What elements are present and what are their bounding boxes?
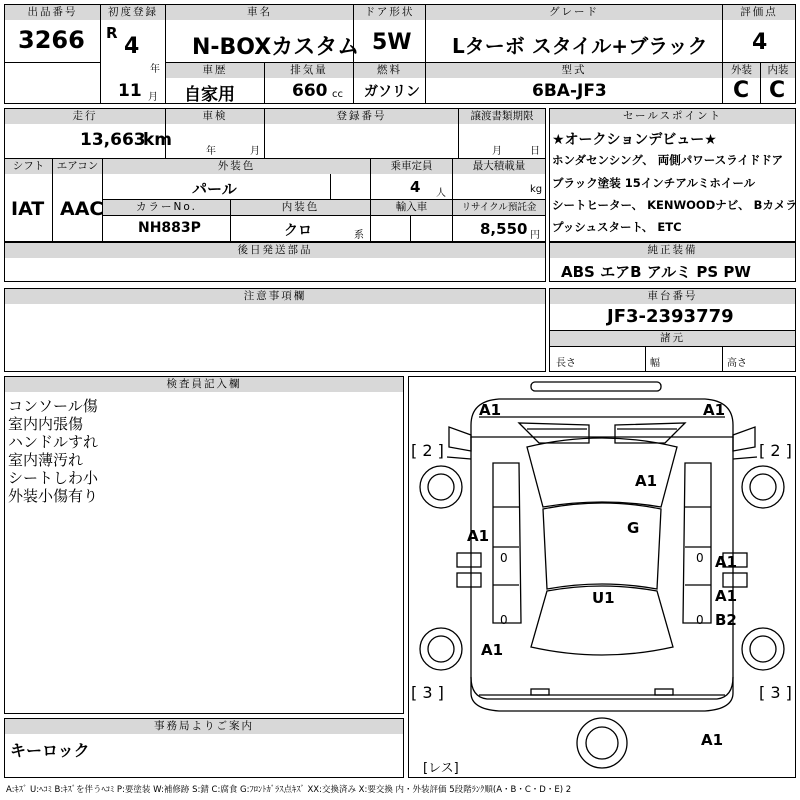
inspector-line-4: 室内薄汚れ (8, 451, 84, 469)
score: 4 (752, 30, 768, 55)
history: 自家用 (184, 85, 235, 105)
year-unit: 年 (150, 64, 160, 75)
lot-number: 3266 (18, 26, 85, 54)
reg-no-label: 登録番号 (265, 109, 458, 124)
import-label: 輸入車 (371, 200, 452, 215)
mark-left-rear: A1 (481, 641, 504, 659)
transfer-label: 譲渡書類期限 (459, 109, 545, 124)
int-color-unit: 系 (354, 230, 364, 241)
ext-color-label: 外装色 (103, 159, 370, 174)
grade: Lターボ スタイル+ブラック (452, 34, 708, 58)
mark-hood: A1 (635, 472, 658, 490)
door-type: 5W (372, 30, 412, 55)
office-value: キーロック (10, 741, 90, 760)
mark-front-left: A1 (479, 401, 502, 419)
tyre-spare: [レス] (423, 761, 459, 776)
tyre-front-left: [ 2 ] (411, 441, 444, 460)
sales-line-2: ホンダセンシング、 両側パワースライドドア (552, 153, 784, 167)
inspector-line-5: シートしわ小 (8, 469, 99, 487)
zero-left-1: 0 (500, 551, 508, 565)
fuel: ガソリン (364, 84, 420, 100)
displacement: 660 (292, 81, 328, 101)
interior-score: C (769, 78, 786, 103)
history-label: 車歴 (166, 63, 264, 78)
int-color: クロ (284, 223, 312, 239)
recycle-fee: 8,550 (480, 220, 528, 238)
capacity: 4 (410, 178, 421, 196)
month-unit: 月 (148, 92, 158, 103)
office-label: 事務局よりご案内 (5, 719, 403, 734)
first-reg-year: 4 (124, 34, 140, 59)
first-reg-month: 11 (118, 81, 142, 101)
spec-label: 諸元 (550, 331, 795, 346)
mileage-label: 走行 (5, 109, 165, 124)
inspector-line-2: 室内内張傷 (8, 415, 84, 433)
grade-label: グレード (426, 5, 722, 20)
recycle-unit: 円 (530, 230, 540, 241)
sales-line-4: シートヒーター、 KENWOODナビ、 Bカメラ (552, 198, 797, 212)
shift: IAT (11, 198, 45, 220)
car-name-label: 車名 (166, 5, 353, 20)
score-label: 評価点 (723, 5, 795, 20)
inspector-line-6: 外装小傷有り (8, 487, 99, 505)
transfer-day-unit: 日 (530, 146, 540, 157)
zero-right-2: 0 (696, 613, 704, 627)
transfer-month-unit: 月 (492, 146, 502, 157)
sales-point-label: セールスポイント (550, 109, 795, 124)
shift-label: シフト (5, 159, 52, 174)
mark-right-rear-panel: B2 (715, 611, 737, 629)
car-name: N-BOXカスタム (192, 35, 360, 60)
car-diagram (408, 376, 796, 778)
tyre-rear-right: [ 3 ] (759, 683, 792, 702)
capacity-unit: 人 (436, 188, 446, 199)
inspector-line-1: コンソール傷 (8, 397, 98, 415)
chassis-label: 車台番号 (550, 289, 795, 304)
interior-label: 内装 (761, 63, 795, 78)
sales-line-3: ブラック塗装 15インチアルミホイール (552, 176, 756, 190)
ext-color: パール (192, 180, 237, 198)
lot-number-label: 出品番号 (5, 5, 100, 20)
mark-glass: G (627, 519, 640, 537)
max-load-unit: kg (530, 184, 543, 195)
mileage-unit: km (143, 130, 173, 150)
ac-label: エアコン (53, 159, 102, 174)
tyre-rear-left: [ 3 ] (411, 683, 444, 702)
spec-height: 高さ (727, 358, 747, 369)
zero-left-2: 0 (500, 613, 508, 627)
spec-length: 長さ (556, 358, 576, 369)
fuel-label: 燃料 (354, 63, 425, 78)
model: 6BA-JF3 (532, 81, 607, 101)
exterior-label: 外装 (723, 63, 760, 78)
era: R (106, 24, 118, 42)
mark-front-right: A1 (703, 401, 726, 419)
ac: AAC (60, 198, 104, 220)
color-no: NH883P (138, 220, 201, 236)
inspection-label: 車検 (166, 109, 264, 124)
max-load-label: 最大積載量 (453, 159, 545, 174)
mark-left-front-door: A1 (467, 527, 490, 545)
recycle-label: リサイクル預託金 (453, 200, 545, 215)
mark-right-front-door: A1 (715, 553, 738, 571)
vehicle-info-block (4, 108, 546, 242)
inspector-label: 検査員記入欄 (5, 377, 403, 392)
inspection-year-unit: 年 (206, 146, 216, 157)
zero-right-1: 0 (696, 551, 704, 565)
tyre-front-right: [ 2 ] (759, 441, 792, 460)
mileage: 13,663 (80, 130, 146, 150)
sales-line-1: ★オークションデビュー★ (552, 132, 717, 148)
spec-width: 幅 (650, 358, 660, 369)
displacement-unit: cc (332, 89, 343, 100)
exterior-score: C (733, 78, 750, 103)
model-label: 型式 (426, 63, 722, 78)
mark-roof: U1 (592, 589, 615, 607)
sales-line-5: プッシュスタート、 ETC (552, 220, 682, 234)
later-parts-label: 後日発送部品 (5, 243, 545, 258)
inspection-month-unit: 月 (250, 146, 260, 157)
chassis-number: JF3-2393779 (607, 306, 734, 327)
displacement-label: 排気量 (265, 63, 353, 78)
equipment-value: ABS エアB アルミ PS PW (561, 263, 751, 281)
capacity-label: 乗車定員 (371, 159, 452, 174)
first-reg-label: 初度登録 (101, 5, 165, 20)
notes-label: 注意事項欄 (5, 289, 545, 304)
legend: A:ｷｽﾞ U:ﾍｺﾐ B:ｷｽﾞを伴うﾍｺﾐ P:要塗装 W:補修跡 S:錆 C:腐食 G:ﾌﾛﾝﾄｶﾞﾗｽ点ｷｽﾞ XX:交換済み X:要交換 内・外装評価 5段階ﾗﾝｸ順(A・B・C・D・E) 2 (6, 785, 572, 795)
inspector-line-3: ハンドルすれ (8, 433, 99, 451)
mark-right-rear-door: A1 (715, 587, 738, 605)
car-outline-icon (409, 377, 795, 777)
equipment-label: 純正装備 (550, 243, 795, 258)
color-no-label: カラーNo. (103, 200, 230, 215)
door-label: ドア形状 (354, 5, 425, 20)
int-color-label: 内装色 (231, 200, 370, 215)
mark-rear-right: A1 (701, 731, 724, 749)
